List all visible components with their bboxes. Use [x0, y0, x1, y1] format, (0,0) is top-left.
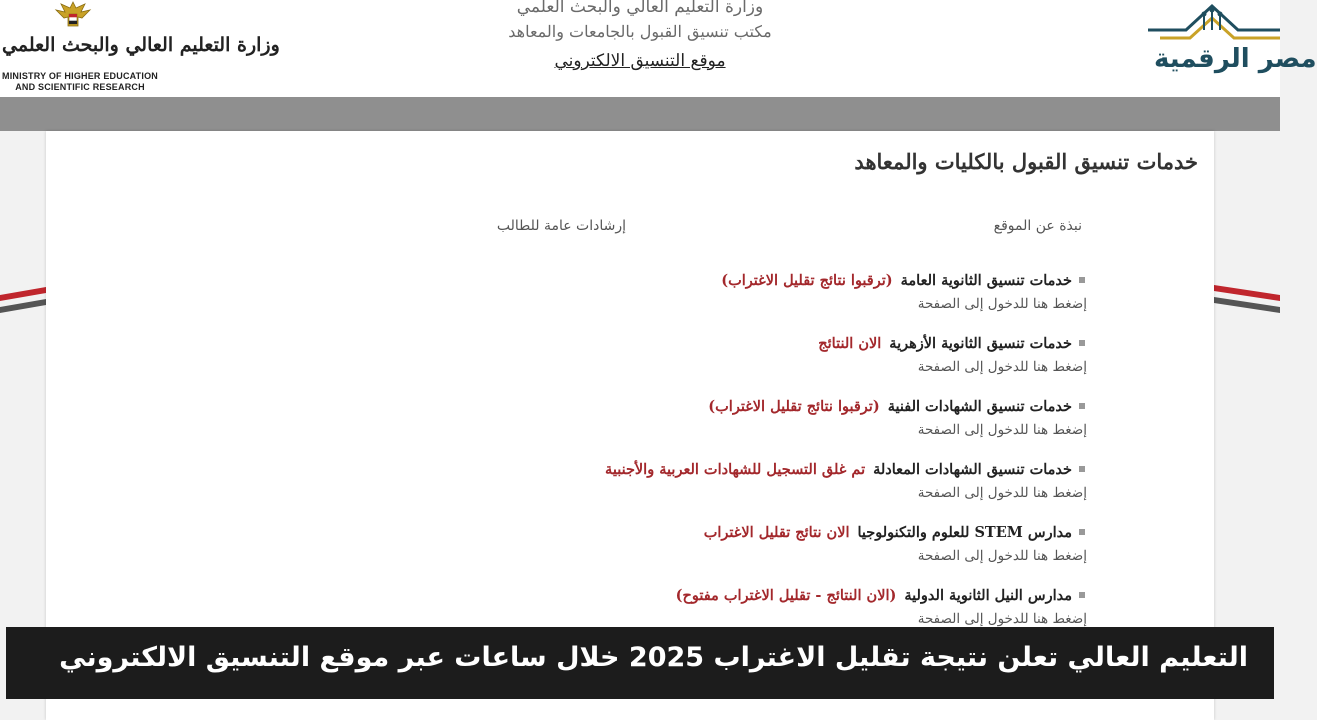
- service-name[interactable]: خدمات تنسيق الثانوية العامة: [900, 272, 1072, 289]
- enter-page-link[interactable]: إضغط هنا للدخول إلى الصفحة: [917, 611, 1087, 627]
- circuit-roof-icon: [1146, 0, 1280, 42]
- news-caption-text: التعليم العالي تعلن نتيجة تقليل الاغتراب 2025 خلال ساعات عبر موقع التنسيق الالكتروني: [59, 642, 1248, 673]
- service-name[interactable]: مدارس STEM للعلوم والتكنولوجيا: [857, 524, 1072, 541]
- site-header: [0, 0, 1317, 97]
- service-status: (ترقبوا نتائج تقليل الاغتراب): [708, 398, 880, 415]
- service-item-general-secondary: [426, 269, 1087, 317]
- flag-stripes-left: [0, 281, 46, 321]
- service-item-azhar-secondary: [426, 332, 1087, 380]
- service-item-nile-schools: [426, 584, 1087, 632]
- service-name[interactable]: خدمات تنسيق الشهادات الفنية: [887, 398, 1072, 415]
- service-item-technical-certificates: [426, 395, 1087, 443]
- service-status: (ترقبوا نتائج تقليل الاغتراب): [721, 272, 893, 289]
- header-ministry-line: وزارة التعليم العالي والبحث العلمي: [516, 0, 764, 17]
- bullet-icon: [1079, 466, 1085, 472]
- digital-egypt-logo[interactable]: [1140, 0, 1317, 97]
- enter-page-link[interactable]: إضغط هنا للدخول إلى الصفحة: [917, 422, 1087, 438]
- page-title: خدمات تنسيق القبول بالكليات والمعاهد: [854, 149, 1198, 174]
- ministry-english-name: [0, 71, 160, 93]
- eagle-emblem-icon: [52, 0, 94, 30]
- student-guidelines-link[interactable]: إرشادات عامة للطالب: [496, 218, 626, 234]
- bullet-icon: [1079, 277, 1085, 283]
- bullet-icon: [1079, 403, 1085, 409]
- ministry-arabic-name: وزارة التعليم العالي والبحث العلمي: [2, 34, 280, 56]
- enter-page-link[interactable]: إضغط هنا للدخول إلى الصفحة: [917, 485, 1087, 501]
- flag-stripes-right: [1214, 281, 1280, 321]
- service-name[interactable]: خدمات تنسيق الثانوية الأزهرية: [889, 335, 1072, 352]
- site-link[interactable]: موقع التنسيق الالكتروني: [554, 51, 726, 71]
- service-item-equivalent-certificates: [426, 458, 1087, 506]
- service-name[interactable]: مدارس النيل الثانوية الدولية: [904, 587, 1072, 604]
- ministry-logo[interactable]: [0, 0, 280, 97]
- digital-egypt-text: مصر الرقمية: [1154, 44, 1317, 74]
- ministry-english-line1: MINISTRY OF HIGHER EDUCATION: [2, 71, 158, 81]
- service-name[interactable]: خدمات تنسيق الشهادات المعادلة: [873, 461, 1072, 478]
- bullet-icon: [1079, 340, 1085, 346]
- header-center: [470, 0, 810, 97]
- news-caption-banner: [6, 627, 1274, 699]
- about-site-link[interactable]: نبذة عن الموقع: [993, 218, 1082, 234]
- bullet-icon: [1079, 529, 1085, 535]
- header-office-line: مكتب تنسيق القبول بالجامعات والمعاهد: [508, 22, 772, 41]
- nav-bar: [0, 97, 1280, 131]
- service-status: الان نتائج تقليل الاغتراب: [703, 524, 850, 541]
- bullet-icon: [1079, 592, 1085, 598]
- ministry-english-line2: AND SCIENTIFIC RESEARCH: [15, 82, 145, 92]
- service-status: (الان النتائج - تقليل الاغتراب مفتوح): [675, 587, 897, 604]
- service-status: الان النتائج: [818, 335, 882, 352]
- enter-page-link[interactable]: إضغط هنا للدخول إلى الصفحة: [917, 359, 1087, 375]
- enter-page-link[interactable]: إضغط هنا للدخول إلى الصفحة: [917, 296, 1087, 312]
- service-item-stem-schools: [426, 521, 1087, 569]
- service-status: تم غلق التسجيل للشهادات العربية والأجنبية: [605, 461, 866, 478]
- enter-page-link[interactable]: إضغط هنا للدخول إلى الصفحة: [917, 548, 1087, 564]
